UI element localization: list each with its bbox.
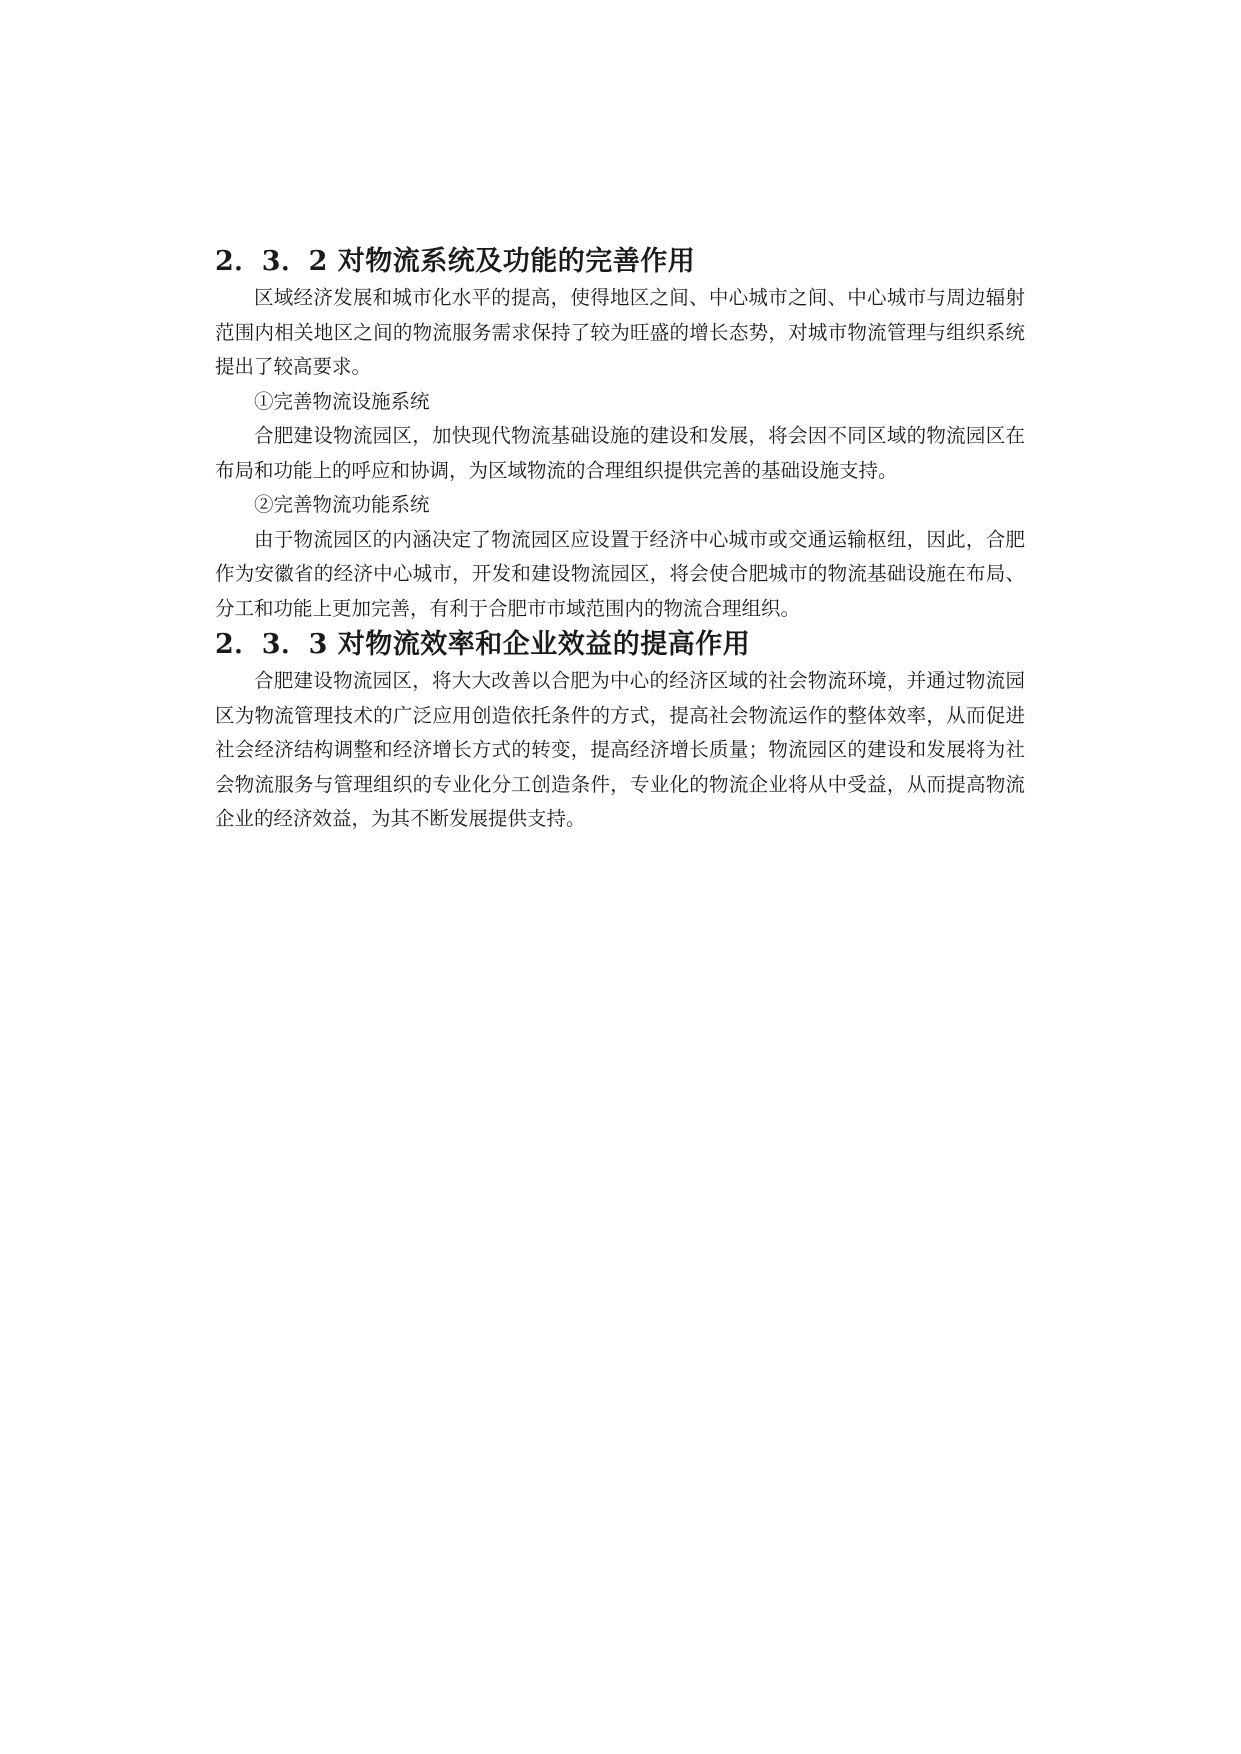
section-heading-2-3-2: 2．3．2 对物流系统及功能的完善作用 [215,246,696,277]
section-heading-2-3-3: 2．3．3 对物流效率和企业效益的提高作用 [215,629,751,660]
section-intro-paragraph: 区域经济发展和城市化水平的提高，使得地区之间、中心城市之间、中心城市与周边辐射范围内相关地区之间的物流服务需求保持了较为旺盛的增长态势，对城市物流管理与组织系统提出了较高要求。 [215,286,1025,378]
document-body [215,243,1025,837]
list-item-paragraph: 由于物流园区的内涵决定了物流园区应设置于经济中心城市或交通运输枢纽，因此，合肥作为安徽省的经济中心城市，开发和建设物流园区，将会使合肥城市的物流基础设施在布局、分工和功能上更加完善，有利于合肥市市域范围内的物流合理组织。 [215,527,1025,620]
section-intro-paragraph: 合肥建设物流园区，将大大改善以合肥为中心的经济区域的社会物流环境，并通过物流园区为物流管理技术的广泛应用创造依托条件的方式，提高社会物流运作的整体效率，从而促进社会经济结构调整和经济增长方式的转变，提高经济增长质量；物流园区的建设和发展将为社会物流服务与管理组织的专业化分工创造条件，专业化的物流企业将从中受益，从而提高物流企业的经济效益，为其不断发展提供支持。 [215,669,1025,830]
list-item-title: ②完善物流功能系统 [254,493,430,516]
list-item-title: ①完善物流设施系统 [254,389,430,413]
list-item-paragraph: 合肥建设物流园区，加快现代物流基础设施的建设和发展，将会因不同区域的物流园区在布局和功能上的呼应和协调，为区域物流的合理组织提供完善的基础设施支持。 [215,424,1025,482]
